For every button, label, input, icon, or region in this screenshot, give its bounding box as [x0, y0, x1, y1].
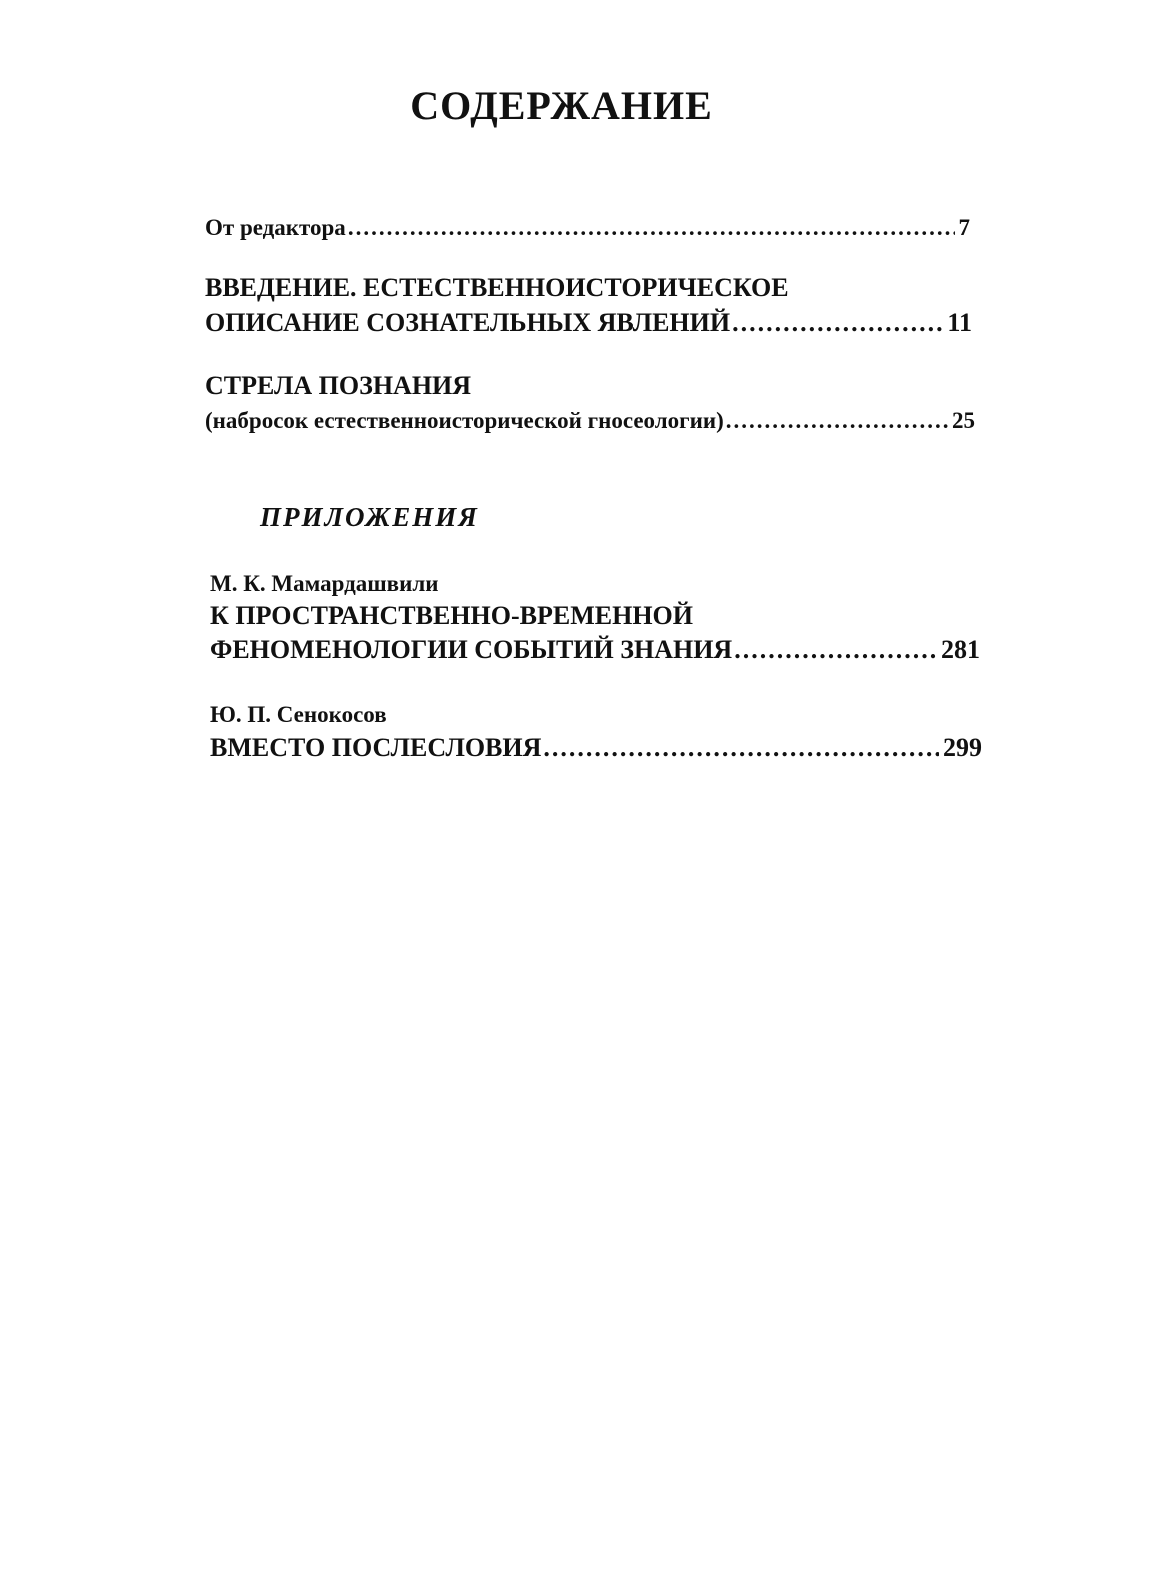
- toc-page-number: 299: [943, 733, 982, 762]
- toc-entry-label: ОПИСАНИЕ СОЗНАТЕЛЬНЫХ ЯВЛЕНИЙ: [205, 308, 731, 337]
- toc-entry-mamardashvili-line1[interactable]: К ПРОСТРАНСТВЕННО-ВРЕМЕННОЙ: [210, 601, 693, 630]
- author-mamardashvili: М. К. Мамардашвили: [210, 571, 439, 596]
- dot-leader: [732, 307, 943, 339]
- dot-leader: [726, 405, 948, 437]
- toc-page-number: 25: [952, 408, 975, 433]
- toc-entry-mamardashvili[interactable]: [210, 634, 980, 666]
- toc-entry-label: ФЕНОМЕНОЛОГИИ СОБЫТИЙ ЗНАНИЯ: [210, 635, 733, 664]
- toc-entry-senokosov[interactable]: [210, 732, 982, 764]
- toc-entry-intro-line1[interactable]: ВВЕДЕНИЕ. ЕСТЕСТВЕННОИСТОРИЧЕСКОЕ: [205, 273, 789, 302]
- toc-entry-label: (набросок естественноисторической гносеологии): [205, 408, 724, 433]
- toc-entry-intro[interactable]: [205, 307, 972, 339]
- toc-entry-arrow-line1[interactable]: СТРЕЛА ПОЗНАНИЯ: [205, 371, 472, 400]
- dot-leader: [348, 212, 955, 244]
- appendix-heading: ПРИЛОЖЕНИЯ: [260, 502, 479, 532]
- page-title: СОДЕРЖАНИЕ: [410, 83, 713, 128]
- toc-entry-label: От редактора: [205, 215, 346, 240]
- toc-page-number: 281: [941, 635, 980, 664]
- toc-entry-editor[interactable]: [205, 212, 970, 244]
- author-senokosov: Ю. П. Сенокосов: [210, 702, 387, 727]
- toc-entry-label: ВМЕСТО ПОСЛЕСЛОВИЯ: [210, 733, 542, 762]
- dot-leader: [543, 732, 939, 764]
- toc-page-number: 11: [947, 308, 972, 337]
- toc-page-number: 7: [958, 215, 970, 240]
- toc-entry-arrow[interactable]: [205, 405, 975, 437]
- dot-leader: [734, 634, 937, 666]
